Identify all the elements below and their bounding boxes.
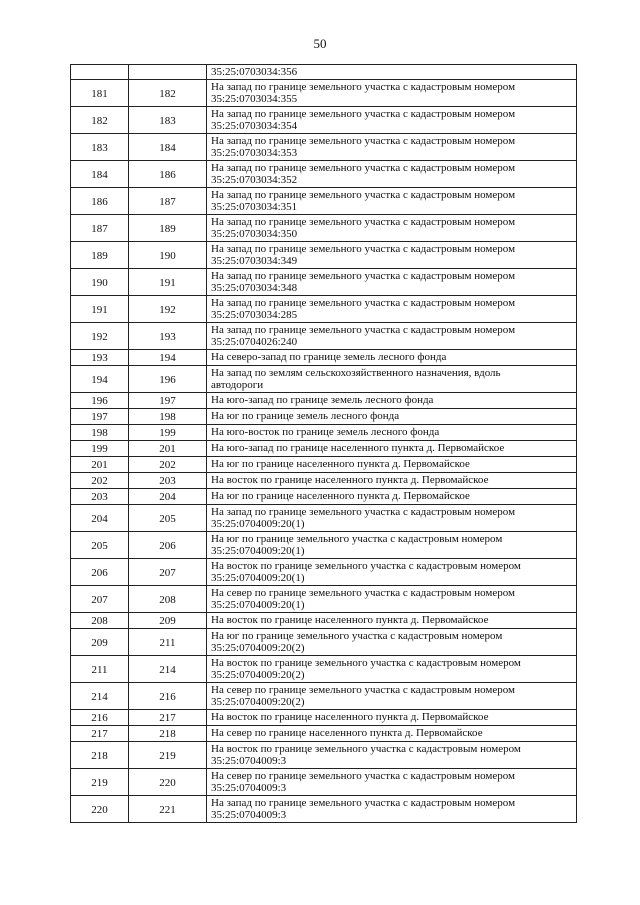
from-point-cell: 209 <box>71 629 129 656</box>
boundary-table-body <box>71 65 577 823</box>
table-row <box>71 188 577 215</box>
table-row <box>71 409 577 425</box>
description-cell: На запад по границе земельного участка с кадастровым номером 35:25:0703034:285 <box>207 296 577 323</box>
description-cell: На восток по границе земельного участка с кадастровым номером 35:25:0704009:20(1) <box>207 559 577 586</box>
to-point-cell: 217 <box>129 710 207 726</box>
from-point-cell: 202 <box>71 473 129 489</box>
table-row <box>71 586 577 613</box>
table-row <box>71 425 577 441</box>
table-row <box>71 532 577 559</box>
to-point-cell <box>129 65 207 80</box>
to-point-cell: 216 <box>129 683 207 710</box>
from-point-cell: 191 <box>71 296 129 323</box>
from-point-cell: 184 <box>71 161 129 188</box>
table-row <box>71 65 577 80</box>
from-point-cell: 216 <box>71 710 129 726</box>
from-point-cell: 204 <box>71 505 129 532</box>
from-point-cell: 182 <box>71 107 129 134</box>
description-cell: На запад по границе земельного участка с кадастровым номером 35:25:0703034:352 <box>207 161 577 188</box>
from-point-cell: 189 <box>71 242 129 269</box>
from-point-cell: 193 <box>71 350 129 366</box>
description-cell: 35:25:0703034:356 <box>207 65 577 80</box>
from-point-cell: 219 <box>71 769 129 796</box>
table-row <box>71 393 577 409</box>
to-point-cell: 202 <box>129 457 207 473</box>
table-row <box>71 457 577 473</box>
table-row <box>71 559 577 586</box>
to-point-cell: 218 <box>129 726 207 742</box>
table-row <box>71 296 577 323</box>
table-row <box>71 796 577 823</box>
description-cell: На юг по границе земельного участка с кадастровым номером 35:25:0704009:20(1) <box>207 532 577 559</box>
to-point-cell: 208 <box>129 586 207 613</box>
from-point-cell: 207 <box>71 586 129 613</box>
to-point-cell: 211 <box>129 629 207 656</box>
description-cell: На север по границе земельного участка с кадастровым номером 35:25:0704009:20(1) <box>207 586 577 613</box>
to-point-cell: 189 <box>129 215 207 242</box>
to-point-cell: 184 <box>129 134 207 161</box>
description-cell: На северо-запад по границе земель лесного фонда <box>207 350 577 366</box>
table-row <box>71 629 577 656</box>
description-cell: На восток по границе населенного пункта д. Первомайское <box>207 613 577 629</box>
description-cell: На север по границе земельного участка с кадастровым номером 35:25:0704009:20(2) <box>207 683 577 710</box>
from-point-cell: 208 <box>71 613 129 629</box>
from-point-cell: 194 <box>71 366 129 393</box>
to-point-cell: 186 <box>129 161 207 188</box>
from-point-cell: 205 <box>71 532 129 559</box>
description-cell: На запад по границе земельного участка с кадастровым номером 35:25:0704026:240 <box>207 323 577 350</box>
table-row <box>71 656 577 683</box>
description-cell: На запад по границе земельного участка с кадастровым номером 35:25:0704009:20(1) <box>207 505 577 532</box>
from-point-cell: 218 <box>71 742 129 769</box>
from-point-cell: 187 <box>71 215 129 242</box>
from-point-cell: 211 <box>71 656 129 683</box>
from-point-cell: 206 <box>71 559 129 586</box>
table-row <box>71 441 577 457</box>
description-cell: На запад по границе земельного участка с кадастровым номером 35:25:0703034:351 <box>207 188 577 215</box>
to-point-cell: 192 <box>129 296 207 323</box>
from-point-cell: 192 <box>71 323 129 350</box>
to-point-cell: 206 <box>129 532 207 559</box>
to-point-cell: 204 <box>129 489 207 505</box>
description-cell: На юг по границе земельного участка с кадастровым номером 35:25:0704009:20(2) <box>207 629 577 656</box>
from-point-cell: 186 <box>71 188 129 215</box>
description-cell: На юг по границе населенного пункта д. Первомайское <box>207 457 577 473</box>
description-cell: На юг по границе земель лесного фонда <box>207 409 577 425</box>
table-row <box>71 473 577 489</box>
table-row <box>71 769 577 796</box>
table-row <box>71 350 577 366</box>
to-point-cell: 193 <box>129 323 207 350</box>
table-row <box>71 505 577 532</box>
description-cell: На запад по границе земельного участка с кадастровым номером 35:25:0703034:354 <box>207 107 577 134</box>
table-row <box>71 242 577 269</box>
description-cell: На восток по границе населенного пункта д. Первомайское <box>207 710 577 726</box>
table-row <box>71 215 577 242</box>
table-row <box>71 161 577 188</box>
from-point-cell: 220 <box>71 796 129 823</box>
to-point-cell: 201 <box>129 441 207 457</box>
to-point-cell: 205 <box>129 505 207 532</box>
to-point-cell: 187 <box>129 188 207 215</box>
table-row <box>71 742 577 769</box>
description-cell: На север по границе земельного участка с кадастровым номером 35:25:0704009:3 <box>207 769 577 796</box>
from-point-cell: 181 <box>71 80 129 107</box>
table-row <box>71 489 577 505</box>
description-cell: На запад по границе земельного участка с кадастровым номером 35:25:0703034:349 <box>207 242 577 269</box>
table-row <box>71 366 577 393</box>
from-point-cell: 197 <box>71 409 129 425</box>
to-point-cell: 182 <box>129 80 207 107</box>
to-point-cell: 196 <box>129 366 207 393</box>
description-cell: На юго-восток по границе земель лесного фонда <box>207 425 577 441</box>
description-cell: На юго-запад по границе населенного пункта д. Первомайское <box>207 441 577 457</box>
boundary-table <box>70 64 577 823</box>
to-point-cell: 191 <box>129 269 207 296</box>
table-row <box>71 107 577 134</box>
from-point-cell <box>71 65 129 80</box>
to-point-cell: 194 <box>129 350 207 366</box>
to-point-cell: 214 <box>129 656 207 683</box>
description-cell: На юг по границе населенного пункта д. Первомайское <box>207 489 577 505</box>
from-point-cell: 217 <box>71 726 129 742</box>
page-number: 50 <box>313 36 327 51</box>
description-cell: На восток по границе земельного участка с кадастровым номером 35:25:0704009:20(2) <box>207 656 577 683</box>
description-cell: На восток по границе населенного пункта д. Первомайское <box>207 473 577 489</box>
from-point-cell: 199 <box>71 441 129 457</box>
table-row <box>71 80 577 107</box>
description-cell: На запад по границе земельного участка с кадастровым номером 35:25:0703034:353 <box>207 134 577 161</box>
to-point-cell: 209 <box>129 613 207 629</box>
from-point-cell: 203 <box>71 489 129 505</box>
from-point-cell: 198 <box>71 425 129 441</box>
to-point-cell: 221 <box>129 796 207 823</box>
from-point-cell: 190 <box>71 269 129 296</box>
description-cell: На запад по границе земельного участка с кадастровым номером 35:25:0704009:3 <box>207 796 577 823</box>
to-point-cell: 220 <box>129 769 207 796</box>
table-row <box>71 323 577 350</box>
description-cell: На запад по границе земельного участка с кадастровым номером 35:25:0703034:348 <box>207 269 577 296</box>
table-row <box>71 683 577 710</box>
table-row <box>71 134 577 161</box>
description-cell: На восток по границе земельного участка с кадастровым номером 35:25:0704009:3 <box>207 742 577 769</box>
from-point-cell: 196 <box>71 393 129 409</box>
from-point-cell: 183 <box>71 134 129 161</box>
to-point-cell: 219 <box>129 742 207 769</box>
description-cell: На запад по землям сельскохозяйственного назначения, вдоль автодороги <box>207 366 577 393</box>
table-row <box>71 613 577 629</box>
to-point-cell: 203 <box>129 473 207 489</box>
table-row <box>71 726 577 742</box>
to-point-cell: 199 <box>129 425 207 441</box>
from-point-cell: 214 <box>71 683 129 710</box>
to-point-cell: 198 <box>129 409 207 425</box>
description-cell: На юго-запад по границе земель лесного фонда <box>207 393 577 409</box>
to-point-cell: 207 <box>129 559 207 586</box>
description-cell: На запад по границе земельного участка с кадастровым номером 35:25:0703034:355 <box>207 80 577 107</box>
to-point-cell: 197 <box>129 393 207 409</box>
to-point-cell: 183 <box>129 107 207 134</box>
to-point-cell: 190 <box>129 242 207 269</box>
description-cell: На запад по границе земельного участка с кадастровым номером 35:25:0703034:350 <box>207 215 577 242</box>
table-row <box>71 710 577 726</box>
from-point-cell: 201 <box>71 457 129 473</box>
table-row <box>71 269 577 296</box>
description-cell: На север по границе населенного пункта д. Первомайское <box>207 726 577 742</box>
